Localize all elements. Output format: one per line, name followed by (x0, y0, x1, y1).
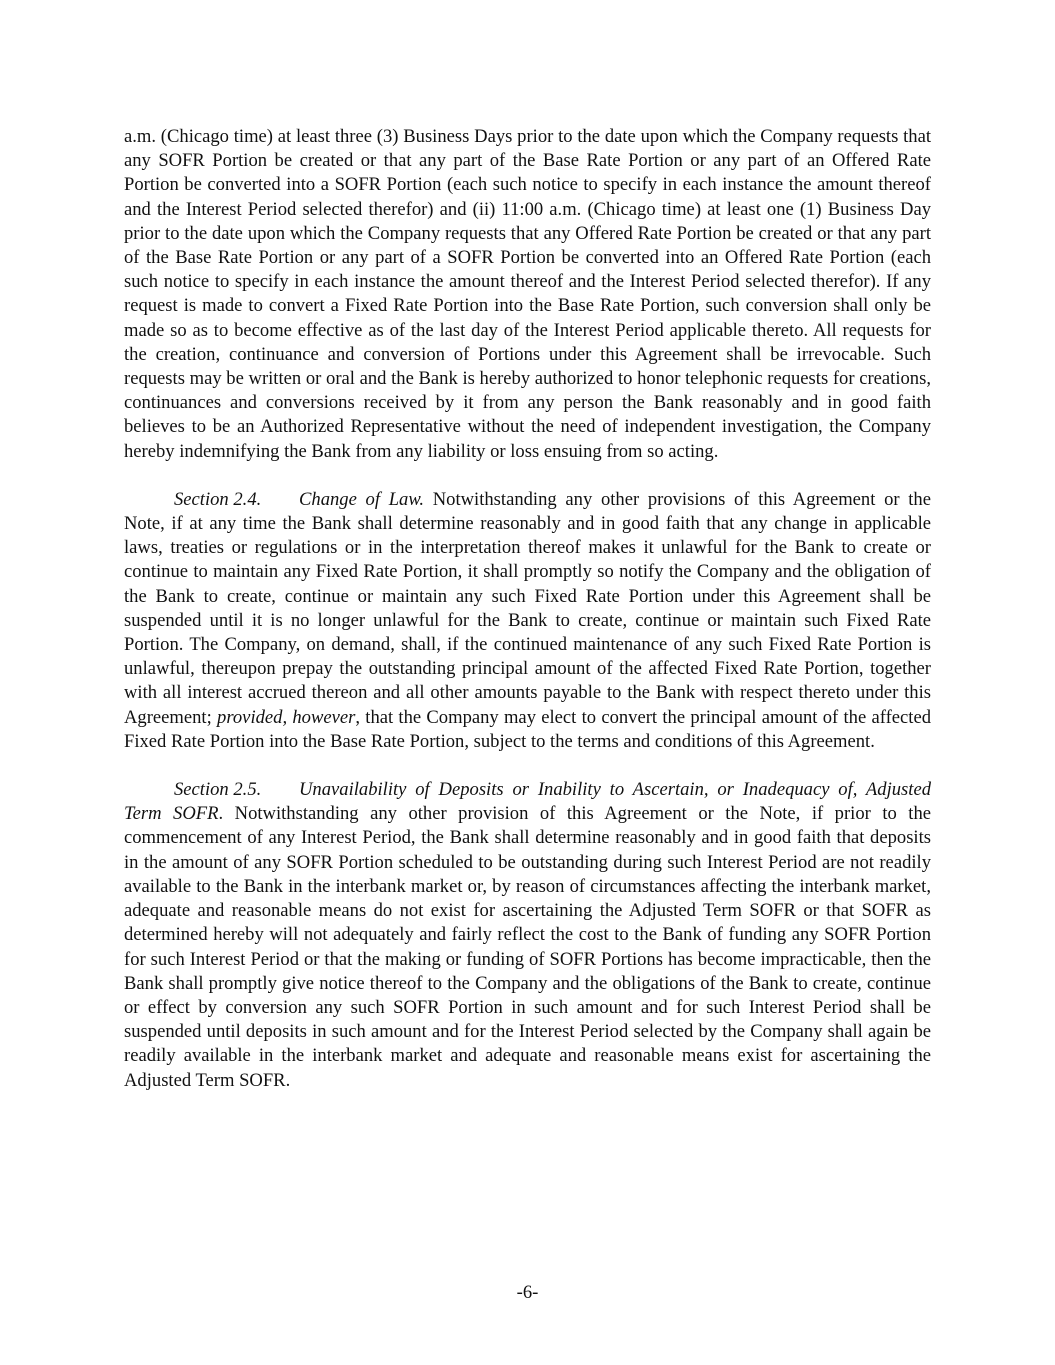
document-body (124, 125, 931, 1093)
section-2-4-paragraph (124, 488, 931, 754)
continuation-paragraph: a.m. (Chicago time) at least three (3) Business Days prior to the date upon which the Company requests that any SOFR Portion be created or that any part of the Base Rate Portion or any part of an Offered Rate Portion be converted into a SOFR Portion (each such notice to specify in each instance the amount thereof and the Interest Period selected therefor) and (ii) 11:00 a.m. (Chicago time) at least one (1) Business Day prior to the date upon which the Company requests that any Offered Rate Portion be created or that any part of the Base Rate Portion or any part of a SOFR Portion be converted into an Offered Rate Portion (each such notice to specify in each instance the amount thereof and the Interest Period selected therefor). If any request is made to convert a Fixed Rate Portion into the Base Rate Portion, such conversion shall only be made so as to become effective as of the last day of the Interest Period applicable thereto. All requests for the creation, continuance and conversion of Portions under this Agreement shall be irrevocable. Such requests may be written or oral and the Bank is hereby authorized to honor telephonic requests for creations, continuances and conversions received by it from any person the Bank reasonably and in good faith believes to be an Authorized Representative without the need of independent investigation, the Company hereby indemnifying the Bank from any liability or loss ensuing from so acting. (124, 126, 931, 462)
section-2-4-title: Change of Law. (299, 488, 425, 510)
section-2-4-body-after: , that the Company may elect to convert the principal amount of the affected Fixed Rate Portion into the Base Rate Portion, subject to the terms and conditions of this Agreement. (124, 706, 931, 752)
section-2-5-body: . Notwithstanding any other provision of this Agreement or the Note, if prior to the commencement of any Interest Period, the Bank shall determine reasonably and in good faith that deposits in the amount of any SOFR Portion scheduled to be outstanding during such Interest Period are not readily available to the Bank in the interbank market or, by reason of circumstances affecting the interbank market, adequate and reasonable means do not exist for ascertaining the Adjusted Term SOFR or that SOFR as determined hereby will not adequately and fairly reflect the cost to the Bank of funding any SOFR Portion for such Interest Period or that the making or funding of SOFR Portions has become impracticable, then the Bank shall promptly give notice thereof to the Company and the obligations of the Bank to create, continue or effect by conversion any such SOFR Portion in such amount and for such Interest Period shall be suspended until deposits in such amount and for the Interest Period selected by the Company shall again be readily available in the interbank market and adequate and reasonable means exist for ascertaining the Adjusted Term SOFR. (124, 803, 931, 1091)
section-2-4-emphasis: provided, however (217, 706, 356, 728)
section-2-5-number: Section 2.5. (174, 779, 262, 801)
section-2-4-number: Section 2.4. (174, 488, 262, 510)
page-number: -6- (516, 1282, 539, 1303)
section-2-5-title: Unavailability of Deposits or Inability to Ascertain, or Inadequacy of, Adjusted Term SOFR (124, 779, 931, 825)
section-2-4-body-before: Notwithstanding any other provisions of this Agreement or the Note, if at any time the Bank shall determine reasonably and in good faith that any change in applicable laws, treaties or regulations or in the interpretation thereof makes it unlawful for the Bank to create or continue to maintain any Fixed Rate Portion, it shall promptly so notify the Company and the obligation of the Bank to create, continue or maintain any such Fixed Rate Portion under this Agreement shall be suspended until it is no longer unlawful for the Bank to create, continue or maintain such Fixed Rate Portion. The Company, on demand, shall, if the continued maintenance of any such Fixed Rate Portion is unlawful, thereupon prepay the outstanding principal amount of the affected Fixed Rate Portion, together with all interest accrued thereon and all other amounts payable to the Bank with respect thereto under this Agreement; (124, 488, 931, 728)
section-2-5-paragraph (124, 778, 931, 1093)
